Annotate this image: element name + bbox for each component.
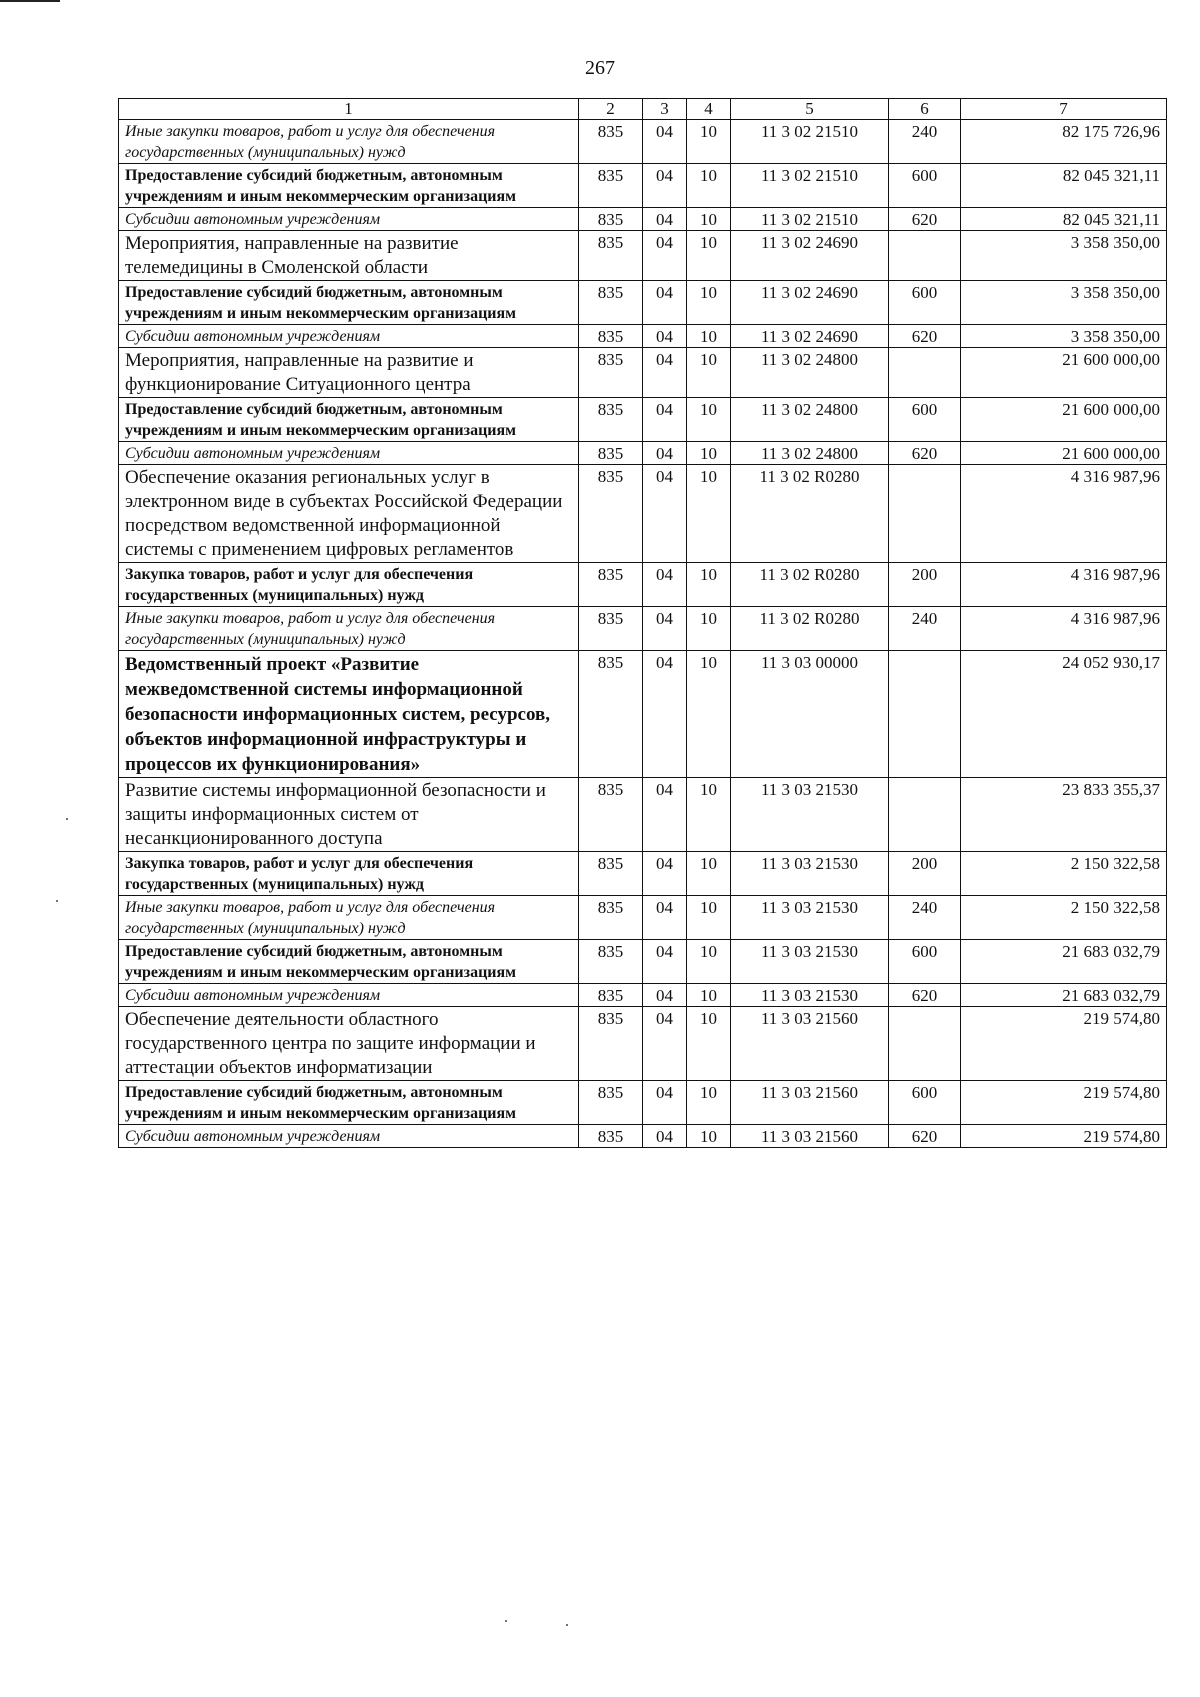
column-header: 6 bbox=[889, 99, 961, 120]
section-cell: 04 bbox=[643, 281, 687, 325]
row-name-cell: Закупка товаров, работ и услуг для обеспечения государственных (муниципальных) нужд bbox=[119, 563, 579, 607]
scan-speck bbox=[56, 900, 58, 902]
section-cell: 04 bbox=[643, 1007, 687, 1081]
target-article-cell: 11 3 03 21560 bbox=[731, 1007, 889, 1081]
column-number-header-row bbox=[119, 99, 1167, 120]
code-cell: 835 bbox=[579, 465, 643, 563]
section-cell: 04 bbox=[643, 325, 687, 348]
subsection-cell: 10 bbox=[687, 231, 731, 281]
table-row bbox=[119, 120, 1167, 164]
expense-type-cell: 620 bbox=[889, 1125, 961, 1148]
top-edge-rule bbox=[0, 0, 60, 2]
expense-type-cell: 200 bbox=[889, 852, 961, 896]
row-name-cell: Предоставление субсидий бюджетным, автономным учреждениям и иным некоммерческим организациям bbox=[119, 1081, 579, 1125]
amount-cell: 21 600 000,00 bbox=[961, 442, 1167, 465]
code-cell: 835 bbox=[579, 1007, 643, 1081]
target-article-cell: 11 3 02 24800 bbox=[731, 442, 889, 465]
subsection-cell: 10 bbox=[687, 1007, 731, 1081]
target-article-cell: 11 3 03 21530 bbox=[731, 896, 889, 940]
subsection-cell: 10 bbox=[687, 1125, 731, 1148]
subsection-cell: 10 bbox=[687, 563, 731, 607]
page-number: 267 bbox=[585, 57, 615, 79]
section-cell: 04 bbox=[643, 852, 687, 896]
target-article-cell: 11 3 02 21510 bbox=[731, 164, 889, 208]
expense-type-cell: 620 bbox=[889, 442, 961, 465]
table-row bbox=[119, 896, 1167, 940]
subsection-cell: 10 bbox=[687, 651, 731, 778]
target-article-cell: 11 3 03 21560 bbox=[731, 1081, 889, 1125]
expense-type-cell bbox=[889, 465, 961, 563]
subsection-cell: 10 bbox=[687, 208, 731, 231]
amount-cell: 3 358 350,00 bbox=[961, 325, 1167, 348]
table-row bbox=[119, 852, 1167, 896]
amount-cell: 2 150 322,58 bbox=[961, 896, 1167, 940]
expense-type-cell bbox=[889, 348, 961, 398]
budget-table bbox=[118, 98, 1167, 1148]
row-name-cell: Предоставление субсидий бюджетным, автономным учреждениям и иным некоммерческим организациям bbox=[119, 940, 579, 984]
scan-speck bbox=[566, 1624, 568, 1626]
target-article-cell: 11 3 03 21560 bbox=[731, 1125, 889, 1148]
subsection-cell: 10 bbox=[687, 852, 731, 896]
row-name-cell: Обеспечение оказания региональных услуг в электронном виде в субъектах Российской Федерации посредством ведомственной информационной системы с применением цифровых регламентов bbox=[119, 465, 579, 563]
expense-type-cell: 620 bbox=[889, 208, 961, 231]
amount-cell: 4 316 987,96 bbox=[961, 607, 1167, 651]
target-article-cell: 11 3 02 R0280 bbox=[731, 607, 889, 651]
target-article-cell: 11 3 02 21510 bbox=[731, 120, 889, 164]
subsection-cell: 10 bbox=[687, 607, 731, 651]
amount-cell: 2 150 322,58 bbox=[961, 852, 1167, 896]
code-cell: 835 bbox=[579, 348, 643, 398]
column-header: 7 bbox=[961, 99, 1167, 120]
row-name-cell: Предоставление субсидий бюджетным, автономным учреждениям и иным некоммерческим организациям bbox=[119, 398, 579, 442]
code-cell: 835 bbox=[579, 1081, 643, 1125]
row-name-cell: Мероприятия, направленные на развитие и функционирование Ситуационного центра bbox=[119, 348, 579, 398]
table-row bbox=[119, 281, 1167, 325]
table-row bbox=[119, 325, 1167, 348]
amount-cell: 3 358 350,00 bbox=[961, 281, 1167, 325]
subsection-cell: 10 bbox=[687, 164, 731, 208]
code-cell: 835 bbox=[579, 281, 643, 325]
column-header: 4 bbox=[687, 99, 731, 120]
column-header: 3 bbox=[643, 99, 687, 120]
target-article-cell: 11 3 02 R0280 bbox=[731, 465, 889, 563]
expense-type-cell: 620 bbox=[889, 325, 961, 348]
row-name-cell: Обеспечение деятельности областного государственного центра по защите информации и аттестации объектов информатизации bbox=[119, 1007, 579, 1081]
expense-type-cell: 240 bbox=[889, 120, 961, 164]
subsection-cell: 10 bbox=[687, 120, 731, 164]
target-article-cell: 11 3 03 21530 bbox=[731, 852, 889, 896]
amount-cell: 82 045 321,11 bbox=[961, 208, 1167, 231]
table-row bbox=[119, 778, 1167, 852]
code-cell: 835 bbox=[579, 940, 643, 984]
row-name-cell: Субсидии автономным учреждениям bbox=[119, 984, 579, 1007]
code-cell: 835 bbox=[579, 563, 643, 607]
code-cell: 835 bbox=[579, 984, 643, 1007]
table-row bbox=[119, 348, 1167, 398]
amount-cell: 82 045 321,11 bbox=[961, 164, 1167, 208]
section-cell: 04 bbox=[643, 398, 687, 442]
target-article-cell: 11 3 03 21530 bbox=[731, 940, 889, 984]
row-name-cell: Мероприятия, направленные на развитие телемедицины в Смоленской области bbox=[119, 231, 579, 281]
target-article-cell: 11 3 03 00000 bbox=[731, 651, 889, 778]
row-name-cell: Иные закупки товаров, работ и услуг для обеспечения государственных (муниципальных) нужд bbox=[119, 607, 579, 651]
amount-cell: 219 574,80 bbox=[961, 1007, 1167, 1081]
amount-cell: 219 574,80 bbox=[961, 1125, 1167, 1148]
expense-type-cell: 600 bbox=[889, 281, 961, 325]
table-row bbox=[119, 1125, 1167, 1148]
target-article-cell: 11 3 02 24690 bbox=[731, 325, 889, 348]
expense-type-cell: 240 bbox=[889, 896, 961, 940]
table-row bbox=[119, 208, 1167, 231]
section-cell: 04 bbox=[643, 348, 687, 398]
code-cell: 835 bbox=[579, 1125, 643, 1148]
row-name-cell: Субсидии автономным учреждениям bbox=[119, 208, 579, 231]
code-cell: 835 bbox=[579, 398, 643, 442]
table-row bbox=[119, 651, 1167, 778]
subsection-cell: 10 bbox=[687, 325, 731, 348]
row-name-cell: Субсидии автономным учреждениям bbox=[119, 1125, 579, 1148]
code-cell: 835 bbox=[579, 442, 643, 465]
column-header: 5 bbox=[731, 99, 889, 120]
code-cell: 835 bbox=[579, 325, 643, 348]
expense-type-cell: 620 bbox=[889, 984, 961, 1007]
row-name-cell: Ведомственный проект «Развитие межведомственной системы информационной безопасности информационных систем, ресурсов, объектов информационной инфраструктуры и процессов их функционирования» bbox=[119, 651, 579, 778]
expense-type-cell bbox=[889, 778, 961, 852]
expense-type-cell bbox=[889, 231, 961, 281]
amount-cell: 82 175 726,96 bbox=[961, 120, 1167, 164]
subsection-cell: 10 bbox=[687, 348, 731, 398]
table-row bbox=[119, 940, 1167, 984]
code-cell: 835 bbox=[579, 208, 643, 231]
expense-type-cell: 600 bbox=[889, 398, 961, 442]
section-cell: 04 bbox=[643, 465, 687, 563]
row-name-cell: Предоставление субсидий бюджетным, автономным учреждениям и иным некоммерческим организациям bbox=[119, 164, 579, 208]
row-name-cell: Субсидии автономным учреждениям bbox=[119, 442, 579, 465]
expense-type-cell bbox=[889, 651, 961, 778]
table-row bbox=[119, 563, 1167, 607]
subsection-cell: 10 bbox=[687, 984, 731, 1007]
target-article-cell: 11 3 02 24800 bbox=[731, 398, 889, 442]
table-row bbox=[119, 442, 1167, 465]
code-cell: 835 bbox=[579, 852, 643, 896]
subsection-cell: 10 bbox=[687, 778, 731, 852]
expense-type-cell: 200 bbox=[889, 563, 961, 607]
section-cell: 04 bbox=[643, 563, 687, 607]
code-cell: 835 bbox=[579, 120, 643, 164]
table-row bbox=[119, 231, 1167, 281]
table-row bbox=[119, 984, 1167, 1007]
amount-cell: 21 600 000,00 bbox=[961, 348, 1167, 398]
section-cell: 04 bbox=[643, 231, 687, 281]
code-cell: 835 bbox=[579, 778, 643, 852]
target-article-cell: 11 3 02 R0280 bbox=[731, 563, 889, 607]
table-row bbox=[119, 164, 1167, 208]
table-row bbox=[119, 1007, 1167, 1081]
subsection-cell: 10 bbox=[687, 398, 731, 442]
target-article-cell: 11 3 02 24690 bbox=[731, 281, 889, 325]
subsection-cell: 10 bbox=[687, 896, 731, 940]
code-cell: 835 bbox=[579, 651, 643, 778]
column-header: 2 bbox=[579, 99, 643, 120]
amount-cell: 21 683 032,79 bbox=[961, 940, 1167, 984]
target-article-cell: 11 3 02 21510 bbox=[731, 208, 889, 231]
amount-cell: 21 683 032,79 bbox=[961, 984, 1167, 1007]
section-cell: 04 bbox=[643, 607, 687, 651]
row-name-cell: Иные закупки товаров, работ и услуг для обеспечения государственных (муниципальных) нужд bbox=[119, 120, 579, 164]
target-article-cell: 11 3 03 21530 bbox=[731, 984, 889, 1007]
section-cell: 04 bbox=[643, 778, 687, 852]
expense-type-cell: 600 bbox=[889, 940, 961, 984]
column-header: 1 bbox=[119, 99, 579, 120]
subsection-cell: 10 bbox=[687, 465, 731, 563]
section-cell: 04 bbox=[643, 896, 687, 940]
code-cell: 835 bbox=[579, 231, 643, 281]
expense-type-cell: 240 bbox=[889, 607, 961, 651]
row-name-cell: Субсидии автономным учреждениям bbox=[119, 325, 579, 348]
row-name-cell: Закупка товаров, работ и услуг для обеспечения государственных (муниципальных) нужд bbox=[119, 852, 579, 896]
amount-cell: 21 600 000,00 bbox=[961, 398, 1167, 442]
section-cell: 04 bbox=[643, 940, 687, 984]
table-row bbox=[119, 398, 1167, 442]
row-name-cell: Развитие системы информационной безопасности и защиты информационных систем от несанкционированного доступа bbox=[119, 778, 579, 852]
scan-speck bbox=[66, 818, 68, 820]
row-name-cell: Иные закупки товаров, работ и услуг для обеспечения государственных (муниципальных) нужд bbox=[119, 896, 579, 940]
section-cell: 04 bbox=[643, 651, 687, 778]
scan-speck bbox=[505, 1620, 507, 1622]
amount-cell: 219 574,80 bbox=[961, 1081, 1167, 1125]
code-cell: 835 bbox=[579, 896, 643, 940]
subsection-cell: 10 bbox=[687, 281, 731, 325]
section-cell: 04 bbox=[643, 164, 687, 208]
amount-cell: 4 316 987,96 bbox=[961, 465, 1167, 563]
table-row bbox=[119, 1081, 1167, 1125]
subsection-cell: 10 bbox=[687, 940, 731, 984]
section-cell: 04 bbox=[643, 208, 687, 231]
amount-cell: 23 833 355,37 bbox=[961, 778, 1167, 852]
target-article-cell: 11 3 02 24800 bbox=[731, 348, 889, 398]
code-cell: 835 bbox=[579, 164, 643, 208]
amount-cell: 4 316 987,96 bbox=[961, 563, 1167, 607]
target-article-cell: 11 3 02 24690 bbox=[731, 231, 889, 281]
amount-cell: 24 052 930,17 bbox=[961, 651, 1167, 778]
section-cell: 04 bbox=[643, 442, 687, 465]
expense-type-cell: 600 bbox=[889, 1081, 961, 1125]
section-cell: 04 bbox=[643, 984, 687, 1007]
target-article-cell: 11 3 03 21530 bbox=[731, 778, 889, 852]
expense-type-cell: 600 bbox=[889, 164, 961, 208]
subsection-cell: 10 bbox=[687, 1081, 731, 1125]
code-cell: 835 bbox=[579, 607, 643, 651]
section-cell: 04 bbox=[643, 1125, 687, 1148]
subsection-cell: 10 bbox=[687, 442, 731, 465]
expense-type-cell bbox=[889, 1007, 961, 1081]
table-row bbox=[119, 465, 1167, 563]
amount-cell: 3 358 350,00 bbox=[961, 231, 1167, 281]
table-row bbox=[119, 607, 1167, 651]
section-cell: 04 bbox=[643, 1081, 687, 1125]
row-name-cell: Предоставление субсидий бюджетным, автономным учреждениям и иным некоммерческим организациям bbox=[119, 281, 579, 325]
section-cell: 04 bbox=[643, 120, 687, 164]
